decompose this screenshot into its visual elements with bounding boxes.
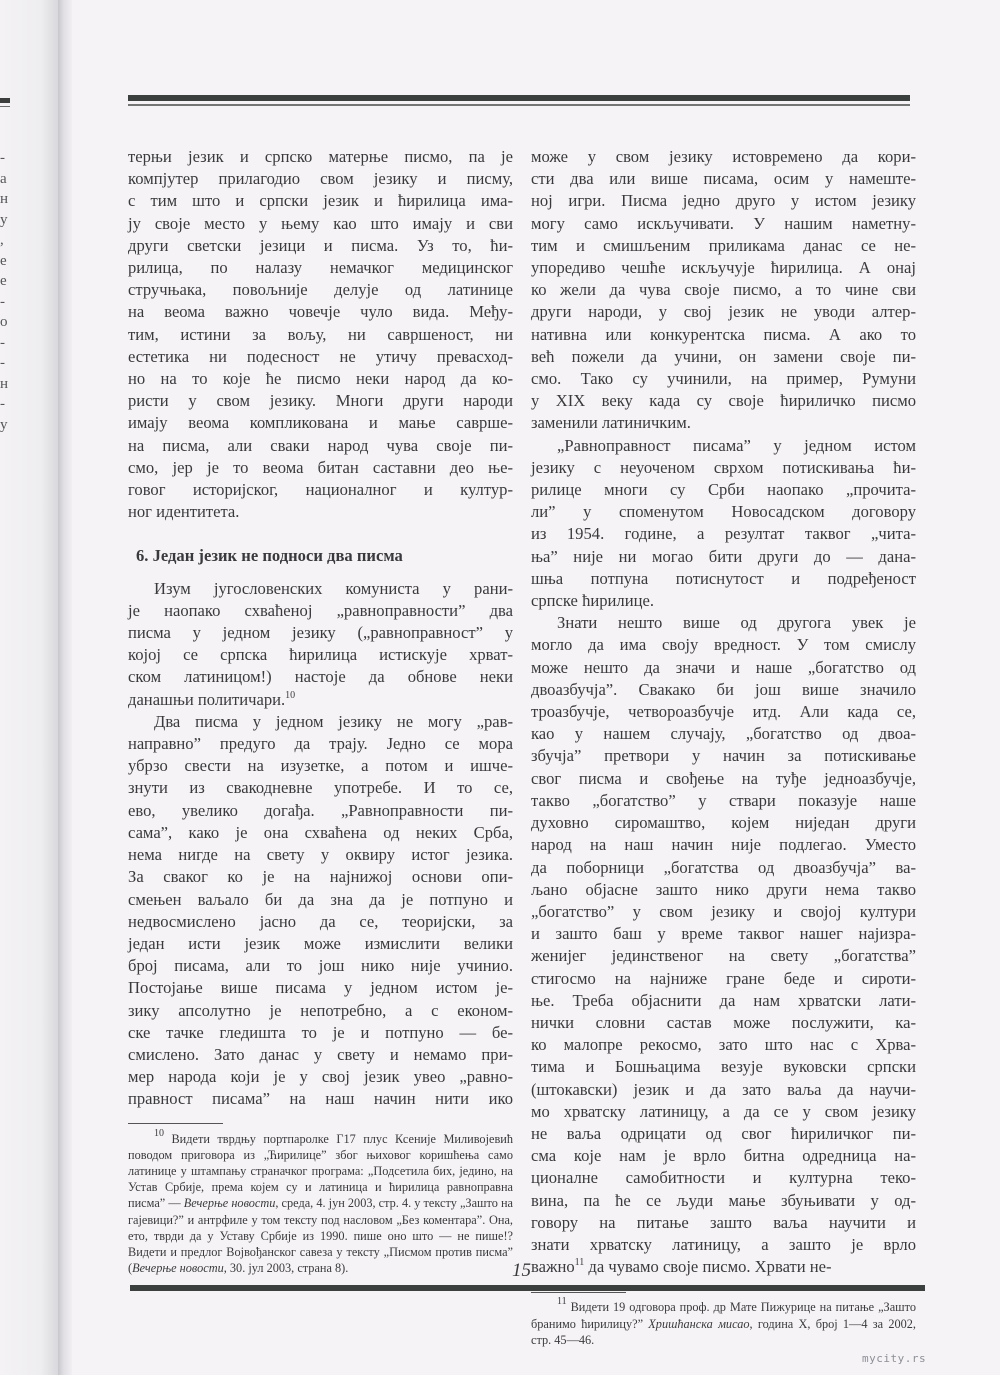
footnote-text: Видети тврдњу портпаролке Г17 плус Ксеније Миливојевић поводом приговора из „Ћирилице” због њиховог коришћења само латинице у штампању страначког програма: „Подсетила бих, једино, на Устав Србије, према којем су и латиница и ћирилица равноправна писма” — <box>128 1131 513 1211</box>
text-line: тима и Бошњацима везује вуковски српски <box>531 1057 916 1077</box>
text-line: духовно сиромаштво, којем ниједан други <box>531 813 916 833</box>
text-line: рилице многи су Срби наопако „прочита- <box>531 480 916 500</box>
text-line: такво „богатство” у ствари показује наше <box>531 790 916 810</box>
text-line: ној игри. Писма једно друго у истом језику <box>531 191 916 211</box>
text-line: број писама, али то још нико није учинио. <box>128 956 513 976</box>
text-line: компјутер прилагодио свом језику и писму, <box>128 169 513 189</box>
text-line: ње. Треба објаснити да нам хрватски лати- <box>531 990 916 1010</box>
text-line: сама”, како је она схваћена од неких Срба, <box>128 822 513 842</box>
facing-page-fragment: о <box>0 314 8 330</box>
footnote-text: , 30. јул 2003, страна 8). <box>223 1261 349 1276</box>
paragraph-continuation <box>128 146 513 523</box>
text-line: други народи, у свој језик не уводи алтер- <box>531 302 916 322</box>
footnote-text: Видети 19 одговора проф. др Мате Пижурице на питање „Зашто бранимо ћирилицу?” <box>531 1300 916 1331</box>
facing-page-fragment: а <box>0 170 7 187</box>
text-line: нички словни састав може послужити, ка- <box>531 1012 916 1032</box>
facing-page-fragment: е <box>0 273 7 289</box>
text-line: ко жели да чува своје писмо, а то чине сви <box>531 280 916 300</box>
text-line: један исти језик може измислити велики <box>128 933 513 953</box>
paragraph-two-alphabets-wealth <box>531 612 916 1256</box>
text-line: и зашто баш у време таквог нашег најизра- <box>531 924 916 944</box>
text-line: Изум југословенских комуниста у рани- <box>154 578 513 598</box>
paragraph-continuation <box>531 146 916 435</box>
left-column <box>128 146 513 1276</box>
footnote-ref[interactable]: 11 <box>574 1257 585 1269</box>
footnote-10 <box>128 1127 513 1277</box>
text-line: ли” у споменутом Новосадском договору <box>531 502 916 522</box>
facing-page-fragment: , <box>0 232 4 248</box>
footnote-number: 10 <box>154 1127 164 1139</box>
text-line: ју своје место у њему као што имају и сви <box>128 213 513 233</box>
text-line: (штокавски) језик и да зато ваља да научи- <box>531 1079 916 1099</box>
footnote-text: , среда, 4. јун 2003, стр. 4. у тексту „Зашто на гајевици?” и антрфиле у том тексту под насловом „Без коментара”. Она, ето, тврди да у Уставу Србије из 1990. пише оно што — не пише!? Видети и предлог Војвођанског савеза у тексту „Писмом против писма” ( <box>128 1196 513 1276</box>
text-line: народ на наш начин није подлегао. Уместо <box>531 835 916 855</box>
text-line: може у свом језику истовремено да кори- <box>531 147 916 166</box>
text-line: смислено. Зато данас у свету и немамо при- <box>128 1044 513 1064</box>
text-line: знути из свакодневне употребе. И то се, <box>128 778 513 798</box>
text-line: писма у једном језику („равноправност” у <box>128 623 513 643</box>
text-line: на веома важно човечје чуло вида. Међу- <box>128 302 513 322</box>
text-line: ском латиницом!) настоје да обнове неки <box>128 667 513 687</box>
text-line: могло да има своју вредност. У том смислу <box>531 635 916 655</box>
text-line: имају веома компликована и мање саврше- <box>128 413 513 433</box>
text-line: убрзо свести на изузетке, а потом и ишче- <box>128 756 513 776</box>
header-rule-thick <box>128 95 910 101</box>
text-line: говог историјског, националног и култур- <box>128 480 513 500</box>
text-line: троазбучје, четвороазбучје итд. Али када се, <box>531 702 916 722</box>
facing-page-fragment: н <box>0 191 9 207</box>
text-line: За сваког ко је на најнижој основи опи- <box>128 867 513 887</box>
text-line: направно” предуго да трају. Једно се мора <box>128 734 513 754</box>
facing-page-fragment: у <box>0 416 8 433</box>
facing-page-edge <box>0 0 58 1375</box>
text-line: којој се српска ћирилица истискује хрват- <box>128 645 513 665</box>
text-line: нема нигде на свету у оквиру истог језика. <box>128 845 513 865</box>
watermark: mycity.rs <box>862 1352 927 1365</box>
paragraph-equality-of-scripts <box>531 435 916 613</box>
paragraph-intro <box>128 578 513 711</box>
text-line: стигосмо на најниже гране беде и сироти- <box>531 968 916 988</box>
text-line: зику апсолутно је непотребно, а с економ- <box>128 1000 513 1020</box>
facing-page-fragment: н <box>0 375 9 392</box>
footnote-separator <box>531 1292 626 1293</box>
text-line: Знати нешто више од другога увек је <box>557 613 916 633</box>
text-line: нативна или конкурентска писма. А ако то <box>531 324 916 344</box>
text-line: не ваља одрицати од свог ћириличког пи- <box>531 1123 916 1143</box>
text-line: тим и смишљеним приликама данас се не- <box>531 235 916 255</box>
text-line: ко малопре рекосмо, зато што нас с Хрва- <box>531 1035 916 1055</box>
text-line: ционалне самобитности и културна теко- <box>531 1168 916 1188</box>
footnote-ref[interactable]: 10 <box>285 689 296 701</box>
facing-page-fragment: - <box>0 150 5 166</box>
text-line: смењен ваљало би да зна да је потпуно и <box>128 889 513 909</box>
text-line: естетика ни подесност не утичу превасход- <box>128 346 513 366</box>
text-line: је наопако схваћеној „равноправности” два <box>128 600 513 620</box>
text-line: други светски језици и писма. Уз то, ћи- <box>128 235 513 255</box>
text-line: сма које нам је врло битна одредница на- <box>531 1146 916 1166</box>
text-line: ево, увелико догађа. „Равноправности пи- <box>128 800 513 820</box>
text-line: шња потпуна потиснутост и подређеност <box>531 568 916 588</box>
section-heading: 6. Један језик не подноси два писма <box>136 546 403 566</box>
facing-page-fragment: - <box>0 355 5 371</box>
text-line: свог писма и свођење на туђе једноазбучје, <box>531 768 916 788</box>
text-line: заменили латиничким. <box>531 413 691 433</box>
footnote-source-title: Вечерње новости <box>132 1261 224 1276</box>
text-line: смо, јер је то веома битан саставни део ње- <box>128 457 513 477</box>
text-line: „богатство” у свом језику и својој култури <box>531 901 916 921</box>
text-line: из 1954. године, а резултат таквог „чита- <box>531 524 916 544</box>
text-line: правност писама” на наш начин нити ико <box>128 1089 513 1109</box>
text-line: недвосмислено јасно да се, теоријски, за <box>128 911 513 931</box>
footer-rule <box>130 1285 925 1291</box>
right-column <box>531 146 916 1348</box>
text-line: могу само искључивати. У нашим наметну- <box>531 213 916 233</box>
text-line: ног идентитета. <box>128 502 240 522</box>
text-line: упоредиво чешће искључује ћирилица. А онај <box>531 258 916 278</box>
text-line: терњи језик и српско матерње писмо, па је <box>128 147 513 166</box>
text-line: да поборници „богатства од двоазбучја” ва- <box>531 857 916 877</box>
paragraph-last-line <box>531 1256 916 1278</box>
facing-page-fragment: е <box>0 252 7 269</box>
footnote-text: , година X, број 1—4 за 2002, стр. 45—46. <box>531 1316 916 1347</box>
text-line: збучја” претвори у начин за потискивање <box>531 746 916 766</box>
text-line: у XIX веку када су своје ћириличко писмо <box>531 391 916 411</box>
header-rule-thin <box>128 104 910 106</box>
text-line: данашњи политичари.$^{10}$ <box>128 689 296 709</box>
text-line: стручњака, повољније делује од латинице <box>128 280 513 300</box>
text-line: двоазбучја”. Свакако би још више значило <box>531 679 916 699</box>
facing-page-fragment: - <box>0 334 5 351</box>
footnote-source-title: Вечерње новости <box>183 1196 276 1211</box>
text-line: смо. Тако су учинили, на пример, Румуни <box>531 369 916 389</box>
text-line: ња” није ни могао бити други до — дана- <box>531 546 916 566</box>
footnote-number: 11 <box>557 1296 567 1308</box>
text-line: већ пожели да учини, он замени своје пи- <box>531 346 916 366</box>
text-line: језику с неуоченом сврхом потискивања ћи- <box>531 457 916 477</box>
text-line: Постојање више писама у једном истом је- <box>128 978 513 998</box>
text-line: говору на питање зашто ваља научити и <box>531 1212 916 1232</box>
text: важно <box>531 1257 575 1277</box>
text-line: знати хрватску латиницу, а зашто је врло <box>531 1234 916 1254</box>
footnote-source-title: Хришћанска мисао <box>648 1316 750 1331</box>
text-line: мо хрватску латиницу, а да се у свом језику <box>531 1101 916 1121</box>
text: да чувамо своје писмо. Хрвати не- <box>584 1257 832 1277</box>
text-line: тим, истини за вољу, ни савршеност, ни <box>128 324 513 344</box>
paragraph-two-scripts <box>128 711 513 1111</box>
text-line: сти два или више писама, осим у намеште- <box>531 169 916 189</box>
facing-page-fragment: - <box>0 396 5 412</box>
facing-page-rule <box>0 98 10 103</box>
text-line: на писма, али сваки народ чува своје пи- <box>128 435 513 455</box>
footnote-separator <box>128 1123 223 1124</box>
text-line: љано објасне зашто нико други нема такво <box>531 879 916 899</box>
text-line: ристи у свом језику. Многи други народи <box>128 391 513 411</box>
page-number: 15 <box>512 1260 531 1281</box>
text-line: „Равноправност писама” у једном истом <box>557 435 916 455</box>
text-line: рилица, по налазу немачког медицинског <box>128 258 513 278</box>
text-line: Два писма у једном језику не могу „рав- <box>154 711 513 731</box>
facing-page-fragment: - <box>0 293 5 310</box>
text-line: вина, па ће се људи мање збуњивати у од- <box>531 1190 916 1210</box>
text-line: ске тачке гледишта то је и потпуно — бе- <box>128 1022 513 1042</box>
text-line: као у нашем случају, „богатство од двоа- <box>531 724 916 744</box>
footnote-11 <box>531 1296 916 1348</box>
facing-page-fragment: у <box>0 211 8 228</box>
text-line: може нешто да значи и наше „богатство од <box>531 657 916 677</box>
facing-page-rule-thin <box>0 106 10 107</box>
text-line: но на то које ће писмо неки народ да ко- <box>128 369 513 389</box>
text-line: с тим што и српски језик и ћирилица има- <box>128 191 513 211</box>
text-line: мер народа који је у свој језик увео „равно- <box>128 1067 513 1087</box>
text-line: женијег јединственог на свету „богатства” <box>531 946 916 966</box>
book-gutter-shadow <box>58 0 72 1375</box>
text-line: српске ћирилице. <box>531 591 654 611</box>
